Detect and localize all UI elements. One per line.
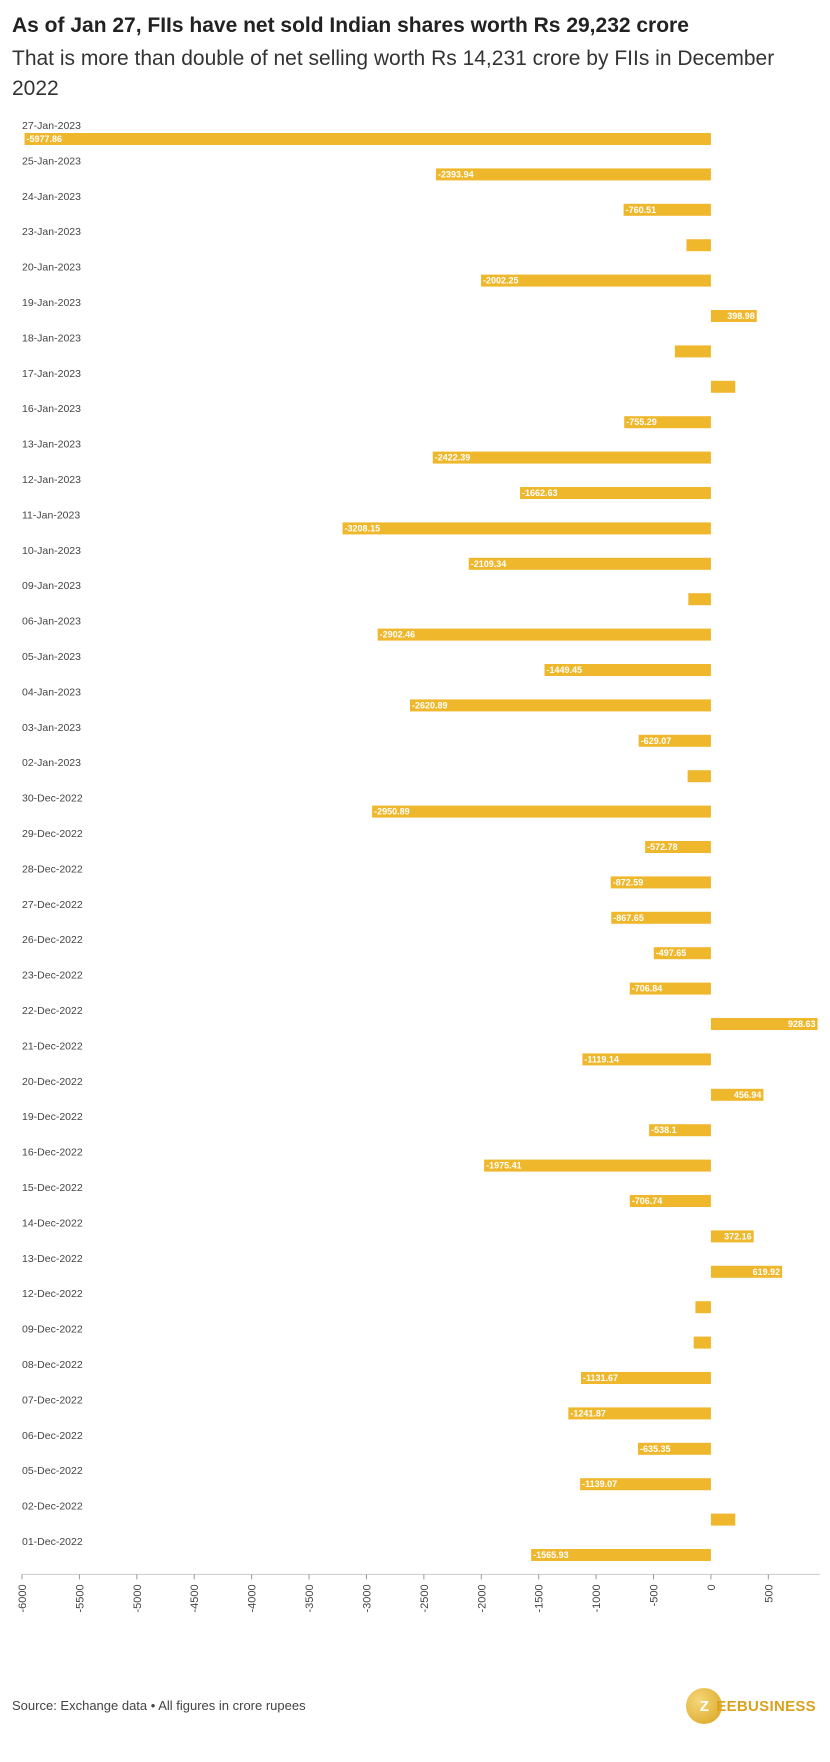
category-label: 12-Dec-2022 (22, 1288, 83, 1301)
data-label: -1449.45 (546, 665, 583, 675)
data-label: -2950.89 (374, 806, 410, 817)
source-note: Source: Exchange data • All figures in crore rupees (12, 1698, 306, 1713)
category-label: 06-Dec-2022 (22, 1429, 83, 1442)
data-label: -706.84 (631, 983, 663, 994)
data-label: -1241.87 (570, 1408, 606, 1419)
x-tick-label: 500 (763, 1584, 776, 1603)
bar (711, 381, 735, 393)
category-label: 05-Dec-2022 (22, 1465, 83, 1478)
category-label: 13-Jan-2023 (22, 438, 81, 451)
x-tick-label: -2500 (418, 1584, 431, 1613)
category-label: 21-Dec-2022 (22, 1040, 83, 1053)
data-label: -2393.94 (438, 169, 474, 180)
x-tick-label: -4000 (246, 1584, 259, 1613)
category-label: 09-Jan-2023 (22, 580, 81, 593)
category-label: 09-Dec-2022 (22, 1323, 83, 1336)
category-label: 20-Jan-2023 (22, 261, 81, 274)
data-label: -497.65 (655, 948, 687, 959)
x-tick-label: -1500 (533, 1584, 546, 1613)
bar (25, 133, 711, 145)
bar (688, 593, 711, 605)
bar (694, 1337, 711, 1349)
category-label: 23-Dec-2022 (22, 969, 83, 982)
bar (675, 345, 711, 357)
category-label: 19-Dec-2022 (22, 1111, 83, 1124)
bar (711, 1514, 735, 1526)
data-label: -755.29 (626, 417, 657, 428)
category-label: 15-Dec-2022 (22, 1182, 83, 1194)
data-label: 398.98 (727, 311, 755, 321)
category-label: 04-Jan-2023 (22, 686, 81, 699)
chart-subtitle: That is more than double of net selling worth Rs 14,231 crore by FIIs in December 2022 (12, 47, 775, 100)
data-label: -760.51 (625, 204, 657, 215)
data-label: -1131.67 (582, 1373, 619, 1383)
category-label: 10-Jan-2023 (22, 544, 81, 557)
data-label: 372.16 (724, 1231, 752, 1242)
category-label: 26-Dec-2022 (22, 934, 83, 947)
category-label: 25-Jan-2023 (22, 155, 81, 168)
x-tick-label: -2000 (476, 1584, 489, 1613)
data-label: 456.94 (733, 1089, 762, 1100)
x-tick-label: -3500 (304, 1584, 317, 1613)
bar (410, 699, 711, 711)
x-tick-label: -500 (648, 1584, 661, 1607)
category-label: 13-Dec-2022 (22, 1252, 83, 1265)
x-tick-label: -5500 (74, 1584, 87, 1613)
category-label: 08-Dec-2022 (22, 1359, 83, 1371)
data-label: -3208.15 (344, 523, 381, 534)
data-label: -2902.46 (379, 629, 416, 640)
bar (695, 1301, 711, 1313)
category-label: 05-Jan-2023 (22, 651, 81, 663)
bar (433, 452, 711, 464)
bar (436, 168, 711, 180)
category-label: 22-Dec-2022 (22, 1005, 83, 1017)
category-label: 17-Jan-2023 (22, 367, 81, 380)
data-label: -2002.25 (483, 275, 519, 286)
data-label: -2620.89 (411, 700, 448, 711)
data-label: -1975.41 (486, 1160, 522, 1171)
data-label: -538.1 (651, 1125, 677, 1136)
category-label: 03-Jan-2023 (22, 721, 81, 734)
data-label: -867.65 (613, 912, 644, 923)
category-label: 24-Jan-2023 (22, 190, 81, 203)
data-label: -572.78 (647, 842, 678, 852)
data-label: -635.35 (639, 1443, 671, 1454)
logo-mark: Z (686, 1688, 722, 1724)
zee-business-logo (686, 1688, 816, 1724)
data-label: -1139.07 (582, 1479, 618, 1490)
data-label: -2109.34 (470, 558, 507, 569)
chart-title: As of Jan 27, FIIs have net sold Indian shares worth Rs 29,232 crore (12, 14, 689, 37)
category-label: 19-Jan-2023 (22, 297, 81, 309)
data-label: -5977.86 (26, 134, 63, 144)
category-label: 11-Jan-2023 (22, 509, 81, 522)
category-label: 16-Dec-2022 (22, 1146, 83, 1159)
logo-text: EEBUSINESS (716, 1697, 816, 1715)
bar (343, 522, 711, 534)
bar (686, 239, 710, 251)
category-label: 18-Jan-2023 (22, 332, 81, 345)
x-tick-label: -3000 (361, 1584, 374, 1613)
category-label: 12-Jan-2023 (22, 474, 81, 486)
category-label: 29-Dec-2022 (22, 828, 83, 840)
bar-chart (0, 120, 830, 1630)
category-label: 27-Jan-2023 (22, 120, 81, 132)
x-tick-label: -5000 (131, 1584, 144, 1613)
data-label: -872.59 (612, 877, 644, 888)
category-label: 02-Jan-2023 (22, 757, 81, 770)
data-label: -1565.93 (533, 1550, 569, 1560)
category-label: 07-Dec-2022 (22, 1394, 83, 1407)
category-label: 23-Jan-2023 (22, 226, 81, 239)
data-label: -2422.39 (434, 452, 471, 463)
data-label: -1662.63 (522, 488, 558, 498)
category-label: 16-Jan-2023 (22, 403, 81, 416)
category-label: 28-Dec-2022 (22, 863, 83, 876)
category-label: 30-Dec-2022 (22, 792, 83, 805)
x-tick-label: -1000 (591, 1584, 604, 1613)
data-label: 928.63 (788, 1019, 816, 1029)
bar (688, 770, 711, 782)
bar (378, 629, 711, 641)
x-tick-label: -4500 (189, 1584, 202, 1613)
category-label: 06-Jan-2023 (22, 615, 81, 628)
category-label: 14-Dec-2022 (22, 1217, 83, 1230)
category-label: 27-Dec-2022 (22, 898, 83, 911)
data-label: -1119.14 (584, 1054, 619, 1065)
data-label: -706.74 (631, 1196, 663, 1206)
category-label: 02-Dec-2022 (22, 1500, 83, 1513)
x-tick-label: -6000 (17, 1584, 29, 1613)
bar (372, 806, 711, 818)
category-label: 01-Dec-2022 (22, 1536, 83, 1548)
category-label: 20-Dec-2022 (22, 1075, 83, 1088)
data-label: 619.92 (752, 1266, 781, 1277)
data-label: -629.07 (640, 735, 672, 746)
x-tick-label: 0 (705, 1584, 718, 1591)
